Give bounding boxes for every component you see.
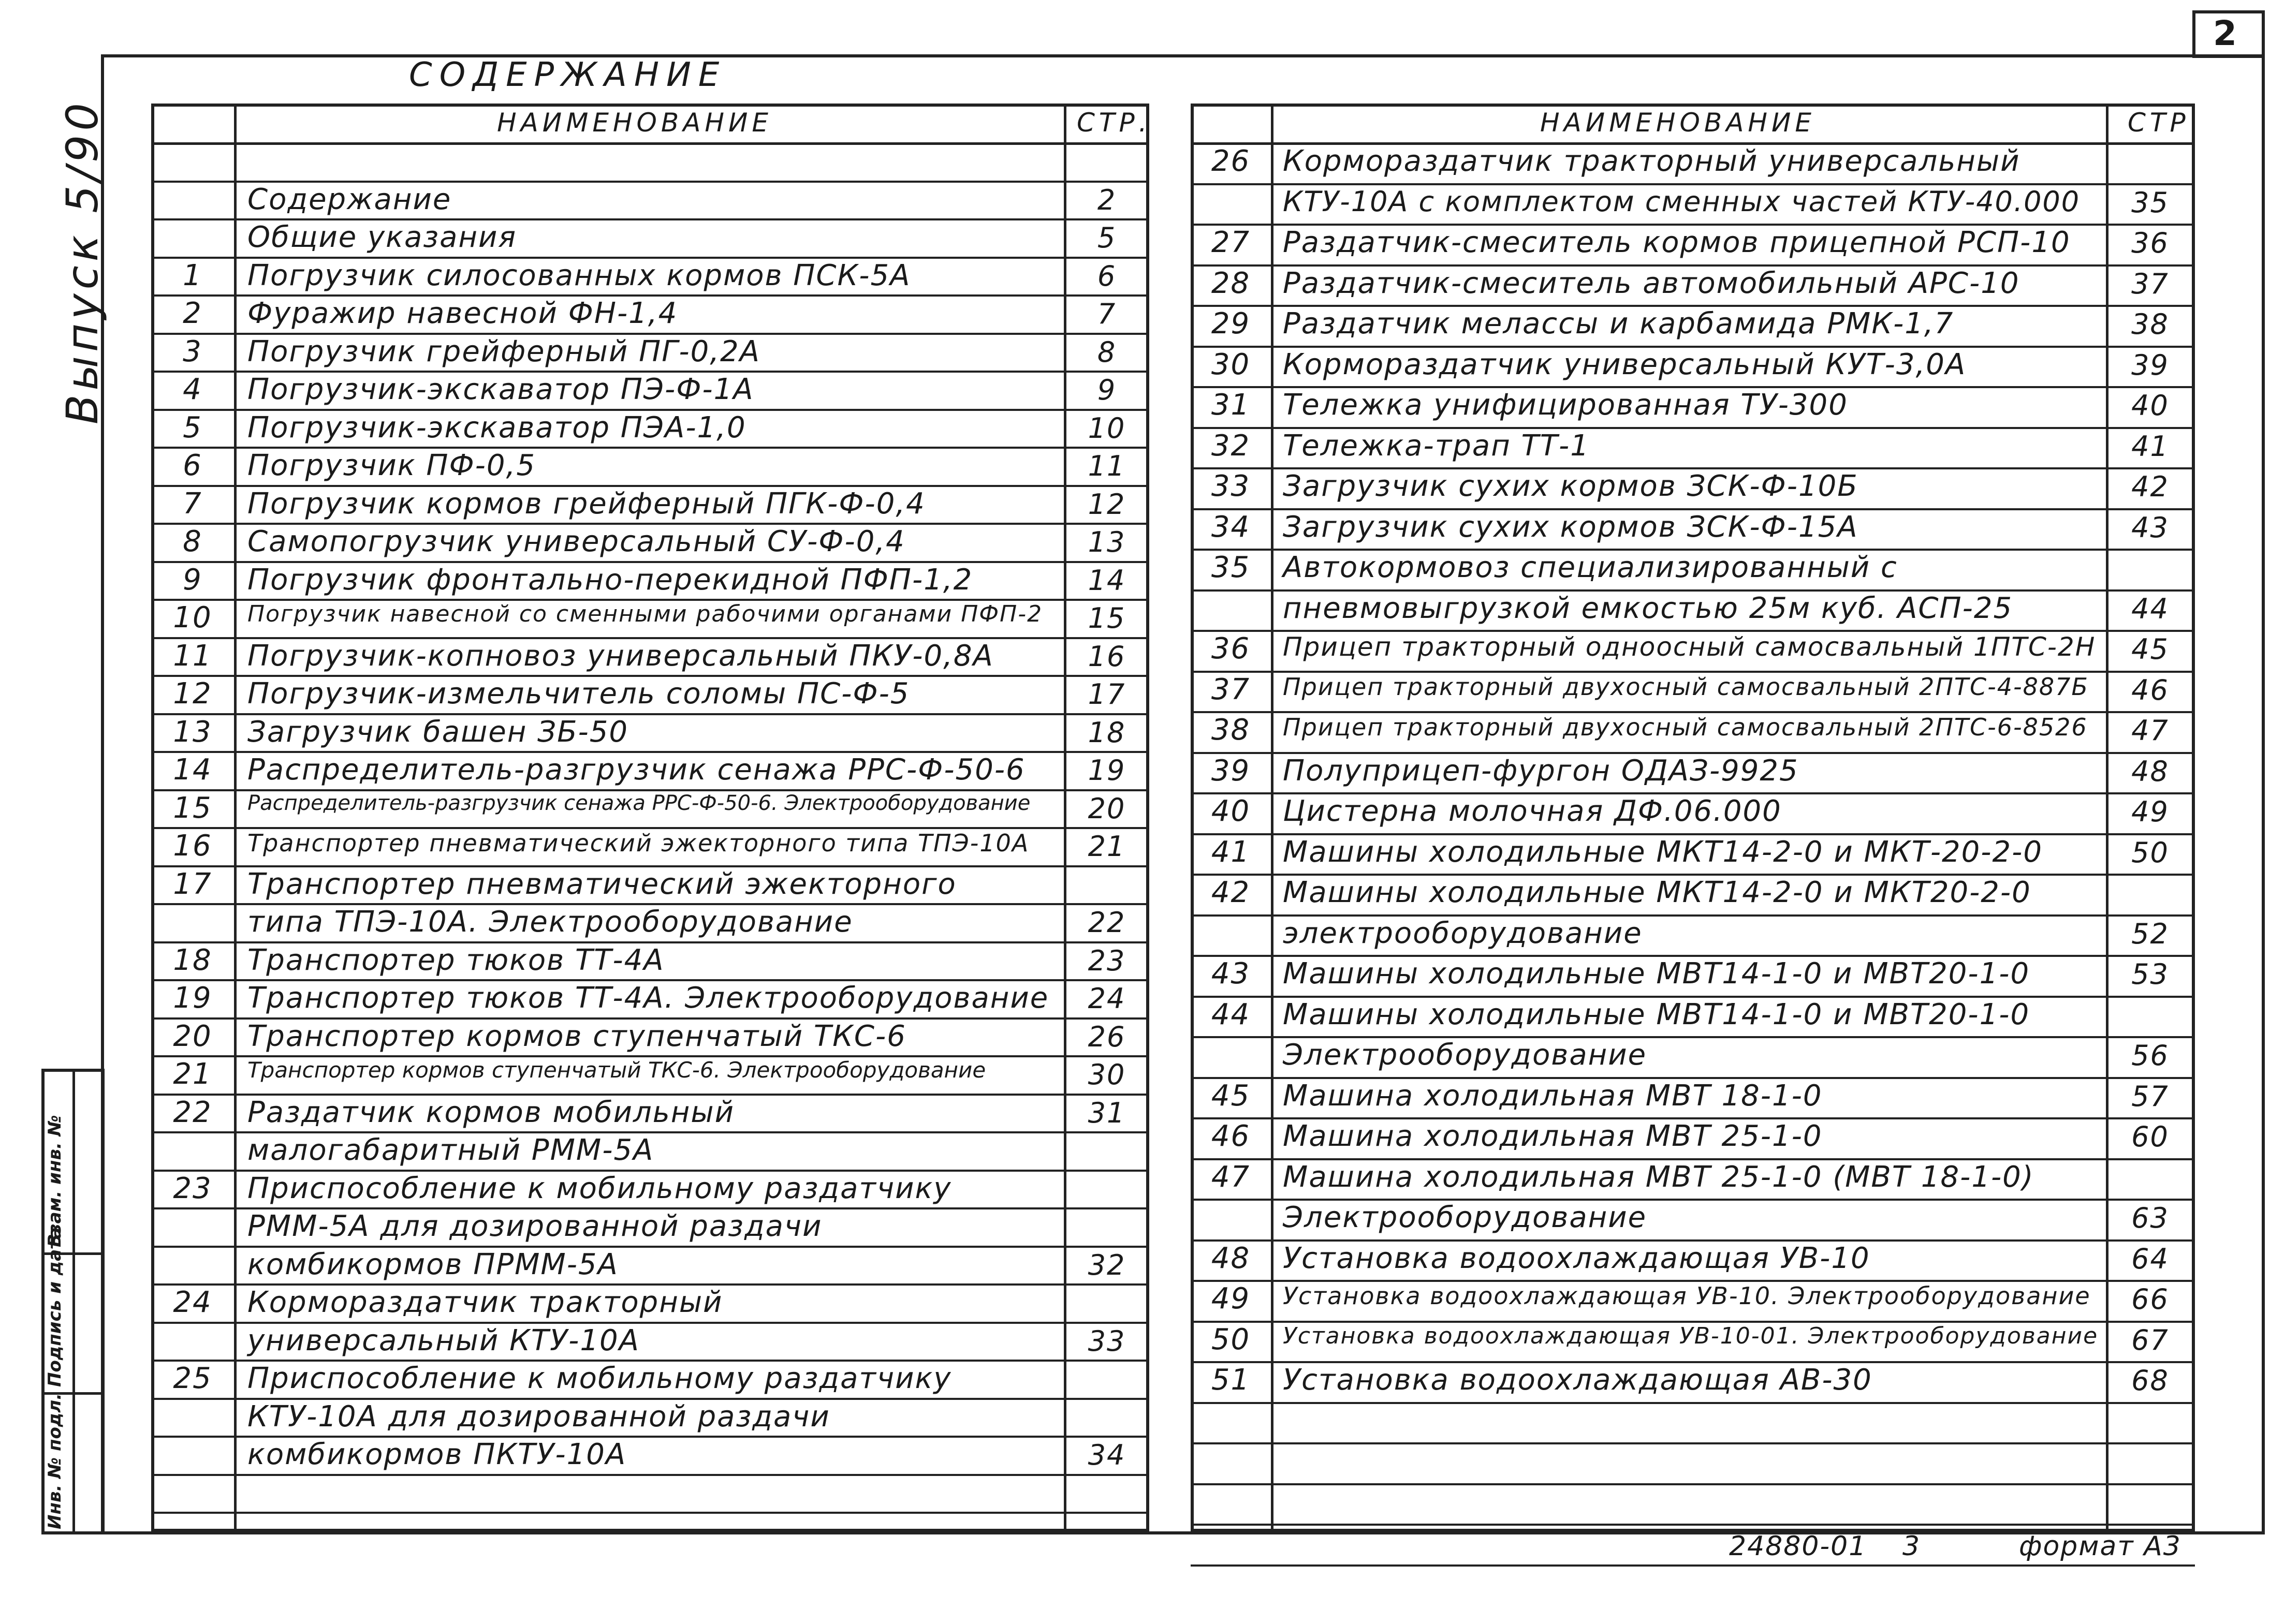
row-number: 6 [183,449,202,482]
row-page: 39 [2131,348,2169,381]
row-number: 10 [173,601,212,634]
row-title: КТУ-10А для дозированной раздачи [247,1399,830,1434]
row-number: 35 [1211,551,1251,584]
row-title: Раздатчик-смеситель кормов прицепной РСП-10 [1283,226,2071,259]
row-number: 34 [1211,510,1251,544]
row-title: Машина холодильная МВТ 25-1-0 [1283,1119,1823,1153]
row-page: 44 [2131,592,2169,625]
row-title: Машины холодильные МКТ14-2-0 и МКТ20-2-0 [1283,876,2031,909]
row-page: 41 [2131,430,2169,463]
row-title: Содержание [247,182,452,216]
row-number: 47 [1211,1160,1251,1194]
row-number: 32 [1211,429,1251,463]
row-page: 43 [2131,511,2169,544]
row-title: Погрузчик-измельчитель соломы ПС-Ф-5 [247,677,910,711]
row-title: Погрузчик-копновоз универсальный ПКУ-0,8А [247,639,994,673]
row-title: Общие указания [247,220,517,254]
row-title: универсальный КТУ-10А [247,1323,640,1357]
row-number: 28 [1211,266,1251,300]
row-page: 42 [2131,470,2169,503]
row-number: 13 [173,715,212,749]
stamp-label-replaced: Взам. инв. № [45,1115,65,1247]
row-title: Раздатчик кормов мобильный [247,1095,735,1129]
row-title: Распределитель-разгрузчик сенажа РРС-Ф-50-6 [247,753,1026,787]
row-page: 31 [1088,1096,1126,1129]
row-number: 45 [1211,1079,1251,1113]
row-title: Приспособление к мобильному раздатчику [247,1171,952,1205]
row-page: 22 [1088,906,1126,939]
row-number: 40 [1211,794,1251,828]
right-header-page: СТР [2128,108,2190,138]
row-number: 27 [1211,226,1251,259]
row-page: 67 [2131,1323,2169,1356]
row-number: 19 [173,981,212,1015]
row-title: Загрузчик сухих кормов ЗСК-Ф-10Б [1283,469,1858,503]
table-row-divider [1191,1402,2195,1404]
row-page: 16 [1088,640,1126,673]
row-title: Загрузчик башен ЗБ-50 [247,715,628,749]
row-page: 46 [2131,673,2169,706]
row-number: 16 [173,829,212,863]
right-header-name: НАИМЕНОВАНИЕ [1540,108,1815,138]
side-label: Выпуск 5/90 [57,99,108,424]
row-number: 25 [173,1362,212,1395]
row-page: 60 [2131,1120,2169,1153]
page-title: СОДЕРЖАНИЕ [409,56,727,94]
row-title: Транспортер кормов ступенчатый ТКС-6 [247,1019,906,1053]
row-page: 26 [1088,1020,1126,1053]
row-title: Раздатчик-смеситель автомобильный АРС-10 [1283,266,2020,300]
footer-page-number: 3 [1902,1531,1921,1562]
row-title: Раздатчик мелассы и карбамида РМК-1,7 [1283,307,1954,341]
row-title: Электрооборудование [1283,1038,1647,1072]
row-number: 8 [183,525,202,558]
row-number: 20 [173,1019,212,1053]
sheet-number: 2 [2213,13,2238,53]
row-number: 42 [1211,876,1251,909]
row-number: 37 [1211,672,1251,706]
row-title: Кормораздатчик тракторный универсальный [1283,144,2020,178]
row-page: 17 [1088,678,1126,711]
row-number: 9 [183,563,202,597]
row-title: Кормораздатчик универсальный КУТ-3,0А [1283,347,1967,381]
row-title: Транспортер пневматический эжекторного типа ТПЭ-10А [247,829,1030,857]
row-title: КТУ-10А с комплектом сменных частей КТУ-40.000 [1283,185,2081,218]
row-number: 14 [173,753,212,787]
row-page: 19 [1088,754,1126,787]
row-title: Установка водоохлаждающая УВ-10-01. Электрооборудование [1283,1322,2099,1349]
row-page: 13 [1088,526,1126,558]
row-page: 36 [2131,227,2169,259]
row-title: Тележка-трап ТТ-1 [1283,429,1590,463]
row-page: 40 [2131,389,2169,422]
row-page: 33 [1088,1324,1126,1357]
table-row-divider [1191,1483,2195,1485]
footer-format: формат А3 [2019,1531,2181,1562]
row-page: 64 [2131,1242,2169,1275]
row-title: электрооборудование [1283,916,1643,950]
row-page: 21 [1088,830,1126,863]
row-page: 38 [2131,308,2169,341]
row-title: Установка водоохлаждающая АВ-30 [1283,1363,1872,1397]
row-page: 48 [2131,755,2169,788]
row-title: Транспортер тюков ТТ-4А. Электрооборудование [247,981,1049,1015]
row-page: 66 [2131,1283,2169,1316]
row-title: Автокормовоз специализированный с [1283,551,1898,584]
table-row-divider [1191,1564,2195,1567]
row-number: 18 [173,943,212,977]
row-page: 11 [1088,450,1126,482]
footer-doc-code: 24880-01 [1729,1531,1867,1562]
row-title: Распределитель-разгрузчик сенажа РРС-Ф-50-6. Электрооборудование [247,791,1031,815]
left-table-header-line [151,142,1149,145]
table-row-divider [1191,1442,2195,1444]
row-page: 7 [1097,298,1117,330]
row-page: 2 [1097,183,1117,216]
row-title: комбикормов ПРММ-5А [247,1247,619,1281]
row-page: 57 [2131,1080,2169,1113]
row-title: Погрузчик грейферный ПГ-0,2А [247,334,760,368]
row-page: 52 [2131,917,2169,950]
row-page: 47 [2131,714,2169,747]
row-page: 35 [2131,186,2169,219]
row-number: 29 [1211,307,1251,341]
row-number: 33 [1211,469,1251,503]
row-title: Транспортер кормов ступенчатый ТКС-6. Электрооборудование [247,1057,986,1083]
row-page: 68 [2131,1364,2169,1397]
row-number: 22 [173,1095,212,1129]
row-title: малогабаритный РММ-5А [247,1133,654,1167]
left-header-page: СТР. [1077,108,1151,138]
right-table-col-divider [1271,104,1273,1532]
row-title: Машина холодильная МВТ 25-1-0 (МВТ 18-1-0) [1283,1160,2034,1194]
row-title: Полуприцеп-фургон ОДАЗ-9925 [1283,754,1799,788]
row-number: 44 [1211,997,1251,1031]
row-number: 30 [1211,347,1251,381]
row-number: 3 [183,334,202,368]
row-title: Цистерна молочная ДФ.06.000 [1283,794,1782,828]
row-title: Погрузчик фронтально-перекидной ПФП-1,2 [247,563,973,597]
row-title: Машина холодильная МВТ 18-1-0 [1283,1079,1823,1113]
stamp-label-signature: Подпись и дата [45,1227,65,1387]
row-page: 63 [2131,1202,2169,1234]
row-title: Погрузчик силосованных кормов ПСК-5А [247,258,911,292]
row-page: 15 [1088,602,1126,634]
row-page: 9 [1097,374,1117,406]
row-title: Самопогрузчик универсальный СУ-Ф-0,4 [247,525,905,558]
table-row-divider [151,1512,1149,1514]
row-number: 39 [1211,754,1251,788]
left-header-name: НАИМЕНОВАНИЕ [497,108,772,138]
row-number: 43 [1211,957,1251,991]
row-title: Транспортер пневматический эжекторного [247,867,957,901]
row-page: 37 [2131,267,2169,300]
row-page: 5 [1097,222,1117,254]
row-number: 46 [1211,1119,1251,1153]
row-number: 12 [173,677,212,711]
row-number: 49 [1211,1282,1251,1316]
row-number: 23 [173,1171,212,1205]
row-page: 30 [1088,1058,1126,1091]
row-title: пневмовыгрузкой емкостью 25м куб. АСП-25 [1283,591,2013,625]
row-title: Погрузчик кормов грейферный ПГК-Ф-0,4 [247,486,926,521]
row-page: 45 [2131,633,2169,666]
row-title: Погрузчик-экскаватор ПЭ-Ф-1А [247,373,754,406]
row-page: 18 [1088,716,1126,749]
row-title: Машины холодильные МКТ14-2-0 и МКТ-20-2-0 [1283,835,2043,869]
row-title: Установка водоохлаждающая УВ-10 [1283,1241,1870,1275]
row-number: 48 [1211,1241,1251,1275]
table-row-divider [151,1474,1149,1476]
row-number: 2 [183,297,202,330]
row-number: 17 [173,867,212,901]
row-number: 38 [1211,713,1251,747]
row-number: 26 [1211,144,1251,178]
table-row-divider [1191,1524,2195,1526]
row-number: 1 [183,258,202,292]
row-number: 24 [173,1286,212,1319]
row-page: 12 [1088,488,1126,521]
row-page: 8 [1097,335,1117,368]
row-number: 4 [183,373,202,406]
row-number: 21 [173,1057,212,1091]
row-title: Машины холодильные МВТ14-1-0 и МВТ20-1-0 [1283,957,2030,991]
row-title: комбикормов ПКТУ-10А [247,1438,627,1471]
stamp-divider [72,1069,75,1534]
row-title: Машины холодильные МВТ14-1-0 и МВТ20-1-0 [1283,997,2030,1031]
stamp-label-inv: Инв. № подл. [45,1393,65,1529]
row-title: типа ТПЭ-10А. Электрооборудование [247,905,853,939]
row-page: 6 [1097,259,1117,292]
row-page: 34 [1088,1439,1126,1471]
row-page: 20 [1088,792,1126,825]
row-title: Прицеп тракторный двухосный самосвальный 2ПТС-4-887Б [1283,672,2089,701]
row-page: 14 [1088,564,1126,597]
row-title: Фуражир навесной ФН-1,4 [247,297,678,330]
row-title: Прицеп тракторный одноосный самосвальный 1ПТС-2Н [1283,632,2096,662]
left-table-col-divider [234,104,237,1532]
row-number: 51 [1211,1363,1251,1397]
row-page: 24 [1088,982,1126,1015]
row-title: Приспособление к мобильному раздатчику [247,1362,952,1395]
row-number: 5 [183,410,202,445]
row-title: Погрузчик-экскаватор ПЭА-1,0 [247,410,746,445]
row-title: Погрузчик ПФ-0,5 [247,449,536,482]
row-title: Погрузчик навесной со сменными рабочими органами ПФП-2 [247,601,1043,627]
row-title: Тележка унифицированная ТУ-300 [1283,388,1848,422]
row-page: 53 [2131,958,2169,991]
row-number: 7 [183,486,202,521]
row-title: Прицеп тракторный двухосный самосвальный 2ПТС-6-8526 [1283,713,2088,741]
row-number: 50 [1211,1322,1251,1356]
row-title: Транспортер тюков ТТ-4А [247,943,665,977]
row-number: 15 [173,791,212,825]
row-number: 31 [1211,388,1251,422]
row-title: Кормораздатчик тракторный [247,1286,723,1319]
row-number: 41 [1211,835,1251,869]
row-title: Электрооборудование [1283,1201,1647,1234]
row-page: 50 [2131,836,2169,869]
row-number: 36 [1211,632,1251,666]
row-page: 23 [1088,944,1126,977]
row-title: РММ-5А для дозированной раздачи [247,1209,823,1243]
row-page: 56 [2131,1039,2169,1072]
row-page: 49 [2131,795,2169,828]
row-page: 32 [1088,1248,1126,1281]
row-page: 10 [1088,411,1126,445]
row-title: Установка водоохлаждающая УВ-10. Электрооборудование [1283,1282,2091,1310]
row-title: Загрузчик сухих кормов ЗСК-Ф-15А [1283,510,1858,544]
row-number: 11 [173,639,212,673]
